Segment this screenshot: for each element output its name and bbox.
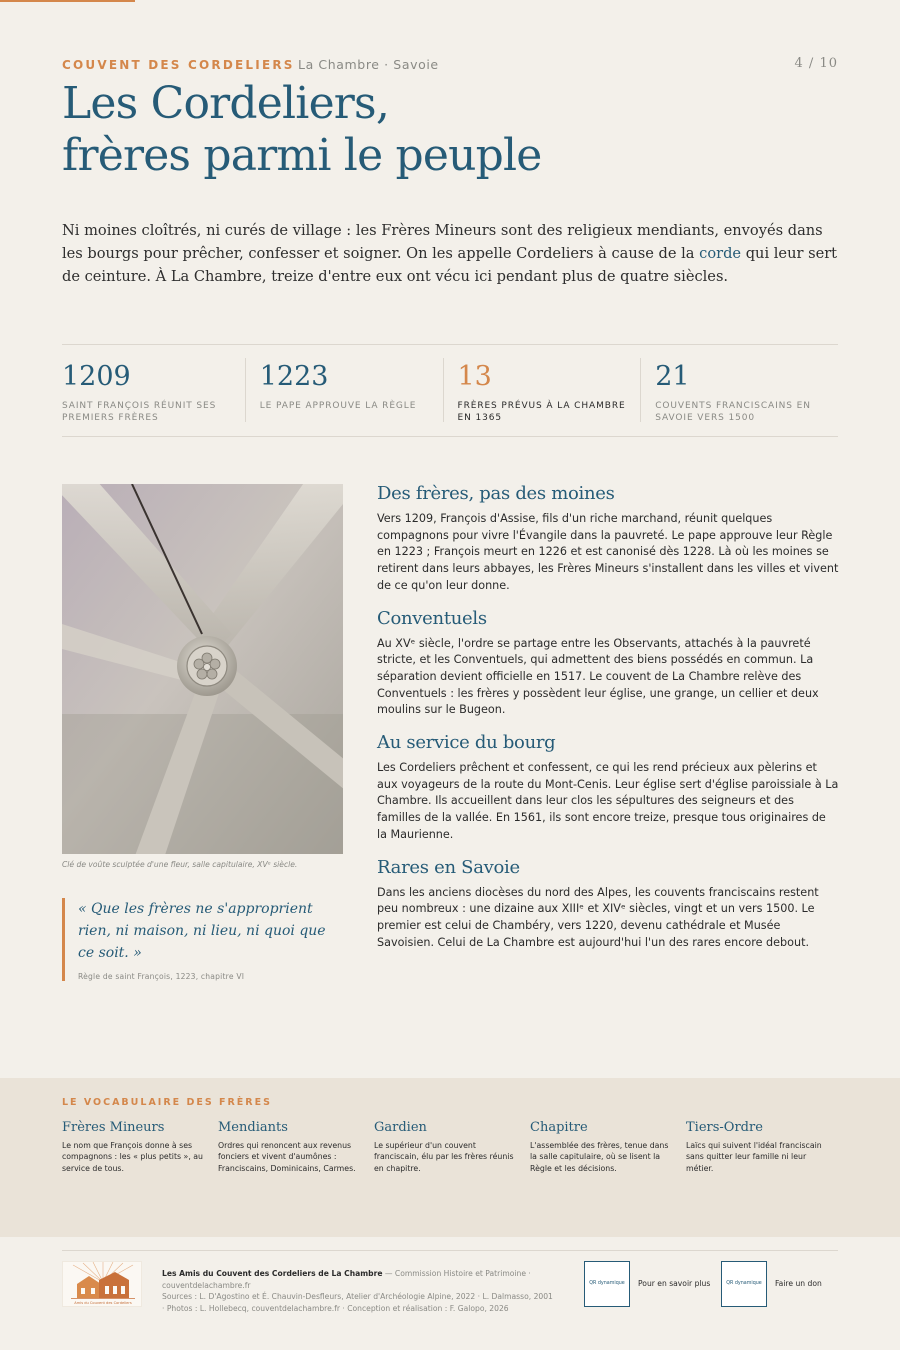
section-body: Au XVᵉ siècle, l'ordre se partage entre les Observants, attachés à la pauvreté stricte, et les Conventuels, qui admettent des biens possédés en commun. La séparation devient officielle en 1517. Le couvent de La Chambre relève des Conventuels : les frères y possèdent leur église, une grange, un cellier et deux moulins sur le Bugeon.: [377, 636, 819, 717]
qr-code-text: QR dynamique: [726, 1281, 762, 1286]
footer-divider: [62, 1250, 838, 1251]
location-label: La Chambre · Savoie: [298, 57, 439, 72]
section-body: Les Cordeliers prêchent et confessent, ce qui les rend précieux aux pèlerins et aux voyageurs de la route du Mont-Cenis. Leur église sert d'église paroissiale à La Chambre. Ils accueillent dans leur clos les sépultures des seigneurs et des familles de la vallée. En 1561, ils sont encore treize, presque tous originaires de la Maurienne.: [377, 761, 839, 841]
quote-source: Règle de saint François, 1223, chapitre VI: [78, 972, 245, 981]
quote-text: « Que les frères ne s'approprient rien, ni maison, ni lieu, ni quoi que ce soit. »: [78, 901, 326, 961]
stat-label: COUVENTS FRANCISCAINS EN SAVOIE VERS 1500: [655, 401, 811, 423]
page-title: [62, 78, 822, 182]
content-sections: [377, 482, 839, 963]
page-number: 4 / 10: [794, 56, 838, 71]
lead-text-start: Ni moines cloîtrés, ni curés de village : les Frères Mineurs sont des religieux mendiants, envoyés dans les bourgs pour prêcher, confesser et soigner. On les appelle Cordeliers à cause de la: [62, 222, 823, 262]
vocabulary-item: [686, 1119, 842, 1174]
vocabulary-title: LE VOCABULAIRE DES FRÈRES: [62, 1097, 272, 1108]
section-heading: Conventuels: [377, 607, 487, 629]
vocabulary-definition: L'assemblée des frères, tenue dans la salle capitulaire, où se lisent la Règle et les décisions.: [530, 1141, 669, 1173]
vocabulary-term: Chapitre: [530, 1120, 588, 1135]
lead-paragraph: [62, 219, 840, 288]
vocabulary-item: [218, 1119, 374, 1174]
vocabulary-band: [0, 1078, 900, 1237]
stat-value: 21: [655, 361, 690, 392]
sources-text: Sources : L. D'Agostino et É. Chauvin-Desfleurs, Atelier d'Archéologie Alpine, 2022 · L. Dalmasso, 2001 · Photos : L. Hollebecq, couventdelachambre.fr · Conception et réalisation : F. Galopo, 2026: [162, 1292, 553, 1313]
vocabulary-item: [530, 1119, 686, 1174]
stat-value: 13: [457, 361, 492, 392]
lead-text-end: qui leur sert de ceinture. À La Chambre, treize d'entre eux ont vécu ici pendant plus de quatre siècles.: [62, 245, 838, 285]
vault-keystone-image: [62, 484, 343, 854]
organization-suffix: — Commission Histoire et Patrimoine · couventdelachambre.fr: [162, 1269, 531, 1290]
association-logo: [62, 1261, 142, 1307]
lead-highlight: corde: [699, 245, 742, 262]
qr-donate-label: Faire un don: [775, 1279, 822, 1288]
stat-label: SAINT FRANÇOIS RÉUNIT SES PREMIERS FRÈRES: [62, 401, 217, 423]
content-section: [377, 482, 839, 595]
photo-caption: Clé de voûte sculptée d'une fleur, salle capitulaire, XVᵉ siècle.: [62, 860, 298, 869]
content-section: [377, 607, 839, 720]
vocabulary-definition: Le nom que François donne à ses compagnons : les « plus petits », au service de tous.: [62, 1141, 203, 1173]
vocabulary-term: Gardien: [374, 1120, 427, 1135]
key-figures: [62, 344, 838, 437]
section-heading: Des frères, pas des moines: [377, 483, 615, 504]
vocabulary-term: Mendiants: [218, 1120, 288, 1135]
stat-value: 1209: [62, 361, 131, 392]
logo-caption: Amis du Couvent des Cordeliers: [74, 1301, 132, 1305]
stat-item: [62, 358, 245, 422]
qr-code-info[interactable]: [584, 1261, 630, 1307]
footer-credits: [162, 1268, 554, 1314]
title-line-1: Les Cordeliers,: [62, 78, 390, 129]
stat-label: FRÈRES PRÉVUS À LA CHAMBRE EN 1365: [457, 401, 626, 423]
stat-label: LE PAPE APPROUVE LA RÈGLE: [259, 401, 417, 411]
section-body: Dans les anciens diocèses du nord des Alpes, les couvents franciscains restent peu nombreux : une dizaine aux XIIIᵉ et XIVᵉ siècles, vingt et un vers 1500. Le premier est celui de Chambéry, vers 1220, devenu cathédrale et Musée Savoisien. Celui de La Chambre est aujourd'hui l'un des rares encore debout.: [377, 885, 819, 949]
vocabulary-item: [374, 1119, 530, 1174]
organization-name: Les Amis du Couvent des Cordeliers de La Chambre: [162, 1269, 383, 1278]
section-heading: Au service du bourg: [377, 732, 556, 754]
content-section: [377, 731, 839, 844]
qr-code-text: QR dynamique: [589, 1281, 625, 1286]
top-accent-rule: [0, 0, 135, 2]
qr-info-label: Pour en savoir plus: [638, 1279, 711, 1288]
title-line-2: frères parmi le peuple: [62, 130, 542, 181]
stat-value: 1223: [259, 361, 329, 392]
pull-quote: [62, 898, 343, 981]
qr-code-donate[interactable]: [721, 1261, 767, 1307]
stat-item: [640, 358, 838, 422]
vocabulary-definition: Ordres qui renoncent aux revenus fonciers et vivent d'aumônes : Franciscains, Dominicains, Carmes.: [218, 1141, 356, 1173]
stat-item: [245, 358, 443, 422]
section-body: Vers 1209, François d'Assise, fils d'un riche marchand, réunit quelques compagnons pour vivre l'Évangile dans la pauvreté. Le pape approuve leur Règle en 1223 ; François meurt en 1226 et est canonisé dès 1228. Là où les moines se retirent dans leurs abbayes, les Frères Mineurs s'installent dans les villes et vivent de ce qu'on leur donne.: [377, 512, 839, 592]
keystone-photo: [62, 484, 343, 854]
vocabulary-definition: Laïcs qui suivent l'idéal franciscain sans quitter leur famille ni leur métier.: [686, 1141, 822, 1173]
vocabulary-term: Tiers-Ordre: [686, 1120, 763, 1135]
vocabulary-definition: Le supérieur d'un couvent franciscain, élu par les frères réunis en chapitre.: [374, 1141, 514, 1173]
content-section: [377, 856, 839, 952]
stat-item: [443, 358, 641, 422]
section-heading: Rares en Savoie: [377, 856, 520, 878]
section-kicker: COUVENT DES CORDELIERS: [62, 58, 295, 72]
vocabulary-term: Frères Mineurs: [62, 1120, 165, 1135]
vocabulary-item: [62, 1119, 218, 1174]
vocabulary-list: [62, 1119, 842, 1174]
